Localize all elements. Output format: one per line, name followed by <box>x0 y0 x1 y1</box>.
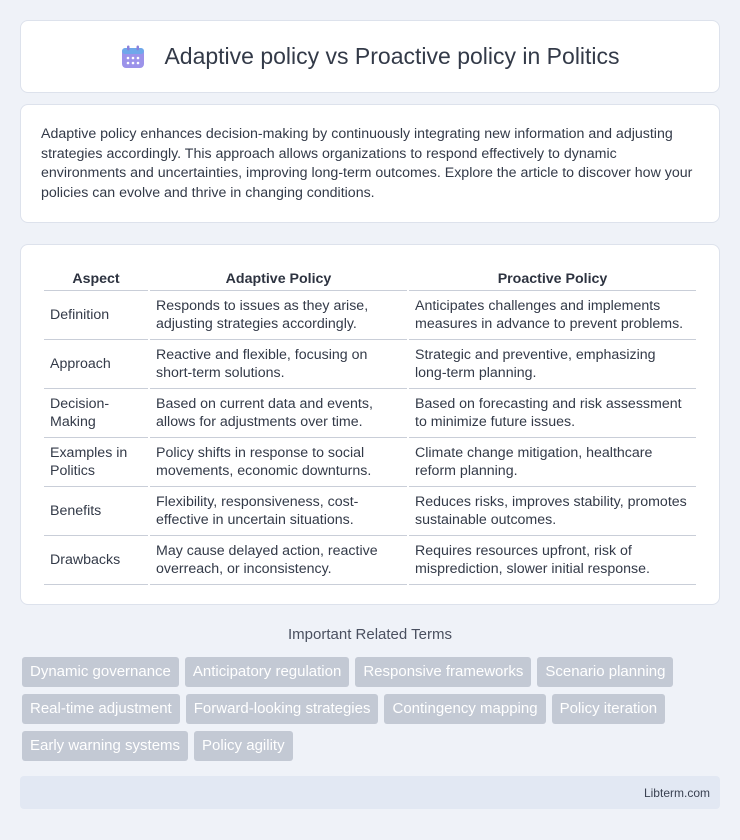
related-term-tag[interactable]: Scenario planning <box>537 657 673 687</box>
related-terms-list <box>22 657 722 761</box>
footer-brand-link[interactable]: Libterm.com <box>643 785 710 800</box>
cell-aspect: Examples in Politics <box>44 438 148 487</box>
cell-adaptive: Based on current data and events, allows for adjustments over time. <box>150 389 407 438</box>
cell-adaptive: Reactive and flexible, focusing on short-term solutions. <box>150 340 407 389</box>
cell-adaptive: May cause delayed action, reactive overreach, or inconsistency. <box>150 536 407 585</box>
cell-adaptive: Policy shifts in response to social movements, economic downturns. <box>150 438 407 487</box>
related-term-tag[interactable]: Policy agility <box>194 731 293 761</box>
cell-proactive: Anticipates challenges and implements measures in advance to prevent problems. <box>409 291 696 340</box>
cell-aspect: Decision-Making <box>44 389 148 438</box>
related-term-tag[interactable]: Anticipatory regulation <box>185 657 349 687</box>
table-row <box>44 536 696 585</box>
cell-aspect: Drawbacks <box>44 536 148 585</box>
page-title: Adaptive policy vs Proactive policy in Politics <box>164 43 620 69</box>
calendar-icon <box>120 44 146 70</box>
cell-adaptive: Flexibility, responsiveness, cost-effective in uncertain situations. <box>150 487 407 536</box>
cell-proactive: Climate change mitigation, healthcare reform planning. <box>409 438 696 487</box>
table-row <box>44 487 696 536</box>
cell-aspect: Approach <box>44 340 148 389</box>
comparison-table <box>42 265 698 585</box>
related-term-tag[interactable]: Policy iteration <box>552 694 666 724</box>
intro-card <box>20 104 720 223</box>
related-term-tag[interactable]: Contingency mapping <box>384 694 545 724</box>
comparison-table-card <box>20 244 720 605</box>
intro-text: Adaptive policy enhances decision-making by continuously integrating new information and adjusting strategies accordingly. This approach allows organizations to respond effectively to dynamic environments and uncertainties, improving long-term outcomes. Explore the article to discover how your policies can evolve and thrive in changing conditions. <box>41 126 693 201</box>
related-term-tag[interactable]: Real-time adjustment <box>22 694 180 724</box>
cell-proactive: Based on forecasting and risk assessment to minimize future issues. <box>409 389 696 438</box>
table-row <box>44 291 696 340</box>
header-aspect: Aspect <box>44 265 148 291</box>
table-row <box>44 438 696 487</box>
cell-proactive: Reduces risks, improves stability, promotes sustainable outcomes. <box>409 487 696 536</box>
header-adaptive: Adaptive Policy <box>150 265 407 291</box>
cell-aspect: Definition <box>44 291 148 340</box>
table-row <box>44 340 696 389</box>
related-term-tag[interactable]: Early warning systems <box>22 731 188 761</box>
footer <box>20 776 720 809</box>
title-card <box>20 20 720 93</box>
related-term-tag[interactable]: Forward-looking strategies <box>186 694 379 724</box>
cell-proactive: Strategic and preventive, emphasizing long-term planning. <box>409 340 696 389</box>
header-proactive: Proactive Policy <box>409 265 696 291</box>
cell-aspect: Benefits <box>44 487 148 536</box>
cell-proactive: Requires resources upfront, risk of misprediction, slower initial response. <box>409 536 696 585</box>
related-term-tag[interactable]: Dynamic governance <box>22 657 179 687</box>
table-header-row <box>44 265 696 291</box>
cell-adaptive: Responds to issues as they arise, adjusting strategies accordingly. <box>150 291 407 340</box>
table-row <box>44 389 696 438</box>
related-term-tag[interactable]: Responsive frameworks <box>355 657 531 687</box>
related-terms-title: Important Related Terms <box>288 626 452 643</box>
